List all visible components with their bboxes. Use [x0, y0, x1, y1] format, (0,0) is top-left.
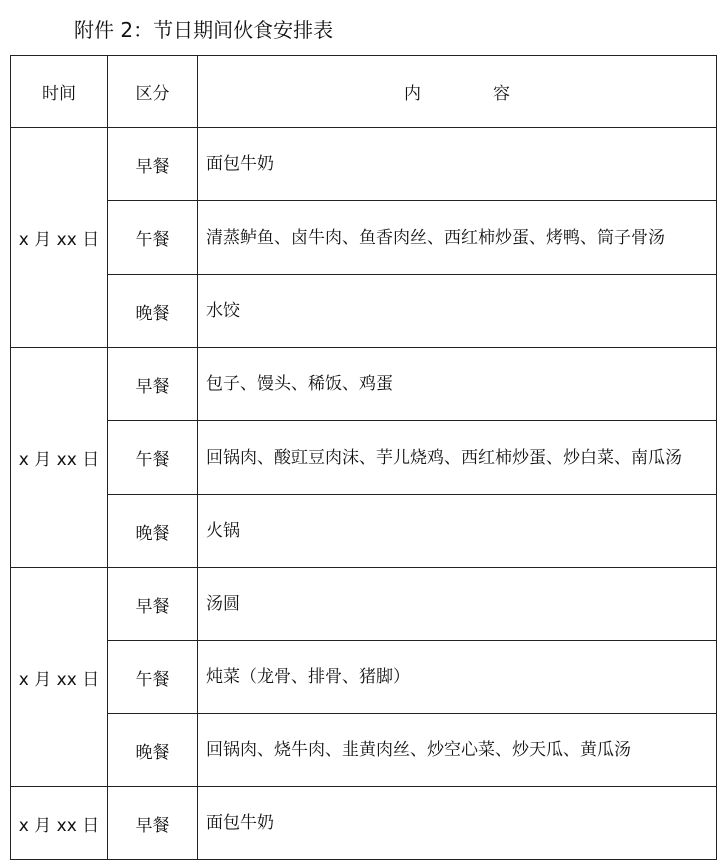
meal-content-cell: 面包牛奶	[198, 787, 717, 860]
meal-type-cell: 晚餐	[108, 275, 198, 348]
table-row	[11, 201, 717, 275]
meal-content-cell: 回锅肉、烧牛肉、韭黄肉丝、炒空心菜、炒天瓜、黄瓜汤	[198, 714, 717, 787]
meal-content-cell: 水饺	[198, 275, 717, 348]
meal-content-cell: 汤圆	[198, 568, 717, 641]
meal-type-cell: 午餐	[108, 641, 198, 714]
meal-type-cell: 早餐	[108, 568, 198, 641]
table-row	[11, 421, 717, 495]
table-row	[11, 641, 717, 714]
meal-schedule-table	[10, 55, 717, 860]
meal-content-cell: 回锅肉、酸豇豆肉沫、芋儿烧鸡、西红柿炒蛋、炒白菜、南瓜汤	[198, 421, 717, 495]
meal-type-cell: 晚餐	[108, 714, 198, 787]
meal-content-cell: 清蒸鲈鱼、卤牛肉、鱼香肉丝、西红柿炒蛋、烤鸭、筒子骨汤	[198, 201, 717, 275]
meal-type-cell: 早餐	[108, 348, 198, 421]
meal-content-cell: 面包牛奶	[198, 128, 717, 201]
header-time: 时间	[11, 56, 108, 128]
table-row	[11, 128, 717, 201]
date-cell: x 月 xx 日	[11, 787, 108, 860]
table-row	[11, 787, 717, 860]
meal-type-cell: 早餐	[108, 128, 198, 201]
meal-type-cell: 晚餐	[108, 495, 198, 568]
header-content: 内容	[198, 56, 717, 128]
meal-content-cell: 炖菜（龙骨、排骨、猪脚）	[198, 641, 717, 714]
meal-type-cell: 早餐	[108, 787, 198, 860]
table-row	[11, 568, 717, 641]
meal-type-cell: 午餐	[108, 201, 198, 275]
meal-content-cell: 火锅	[198, 495, 717, 568]
date-cell: x 月 xx 日	[11, 568, 108, 787]
meal-type-cell: 午餐	[108, 421, 198, 495]
date-cell: x 月 xx 日	[11, 348, 108, 568]
table-row	[11, 495, 717, 568]
table-row	[11, 714, 717, 787]
page-title: 附件 2：节日期间伙食安排表	[74, 18, 334, 42]
table-row	[11, 348, 717, 421]
header-type: 区分	[108, 56, 198, 128]
date-cell: x 月 xx 日	[11, 128, 108, 348]
meal-content-cell: 包子、馒头、稀饭、鸡蛋	[198, 348, 717, 421]
table-row	[11, 275, 717, 348]
table-header-row	[11, 56, 717, 128]
